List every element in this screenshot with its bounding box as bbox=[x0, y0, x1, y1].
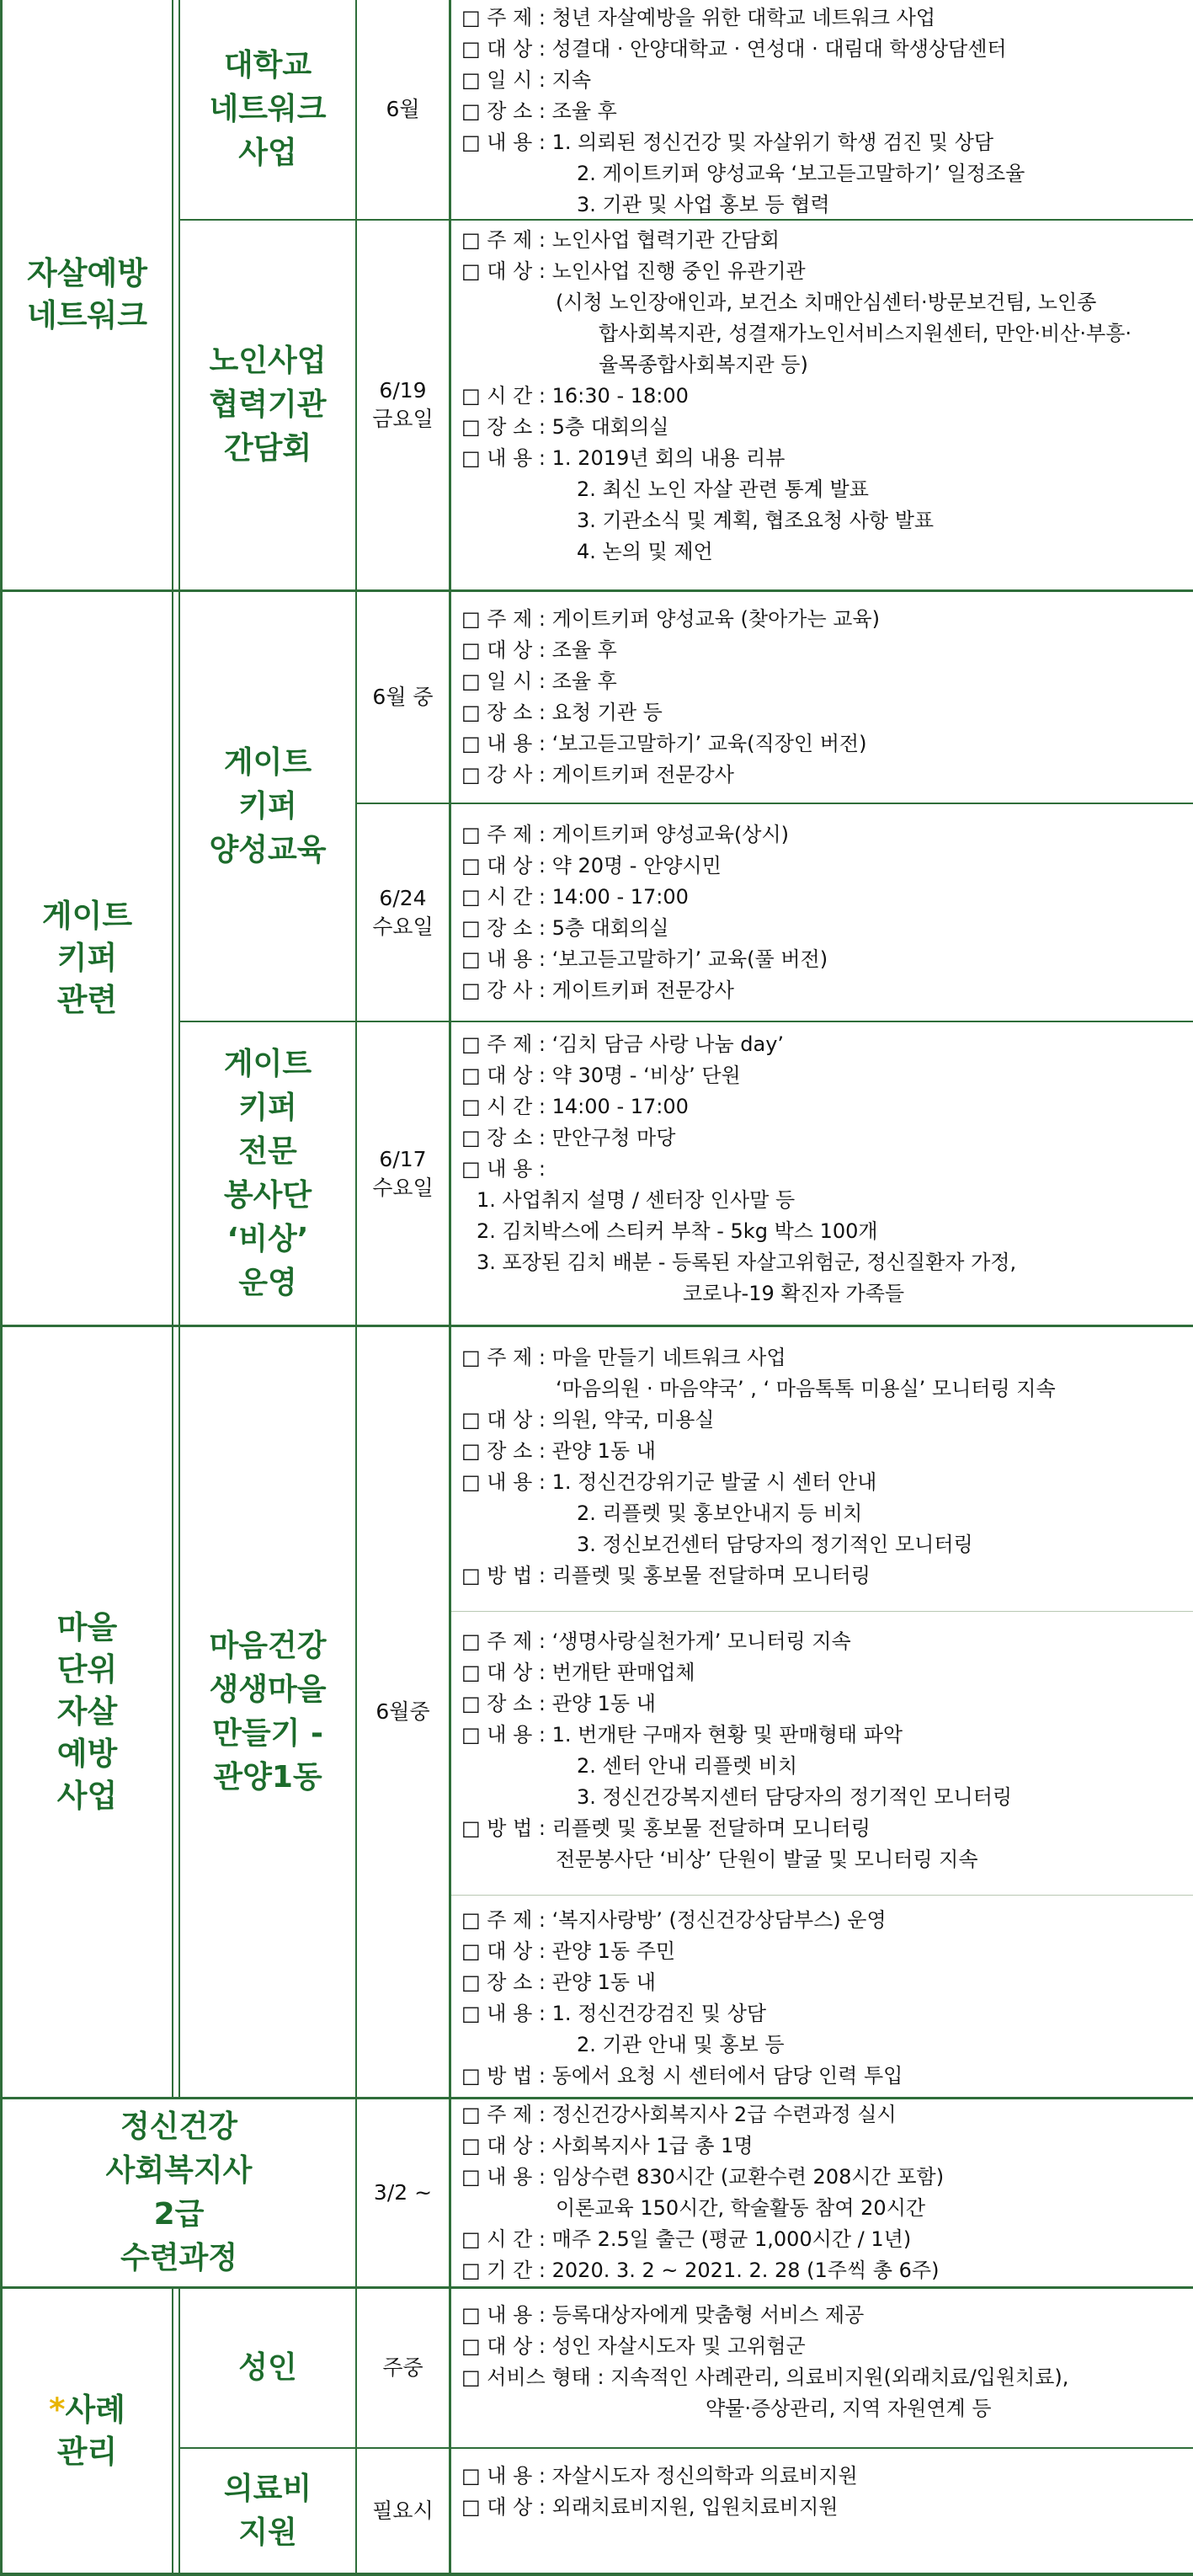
detail-line: □ 시 간 : 16:30 - 18:00 bbox=[461, 384, 689, 408]
program-gatekeeper-training bbox=[180, 592, 355, 1021]
date-label: 6/24 수요일 bbox=[372, 885, 434, 939]
detail-line: 전문봉사단 ‘비상’ 단원이 발굴 및 모니터링 지속 bbox=[556, 1848, 978, 1871]
detail-line: □ 기 간 : 2020. 3. 2 ~ 2021. 2. 28 (1주씩 총 6주) bbox=[461, 2259, 940, 2282]
date-cell bbox=[357, 1022, 449, 1325]
detail-line: □ 주 제 : 노인사업 협력기관 간담회 bbox=[461, 228, 780, 252]
detail-line: □ 내 용 : 1. 정신건강검진 및 상담 bbox=[461, 2002, 767, 2025]
date-cell bbox=[357, 592, 449, 803]
detail-line: □ 장 소 : 만안구청 마당 bbox=[461, 1126, 676, 1149]
date-cell bbox=[357, 2289, 449, 2447]
detail-line: 율목종합사회복지관 등) bbox=[599, 353, 808, 376]
date-label: 6월 중 bbox=[372, 685, 434, 709]
detail-line: □ 방 법 : 동에서 요청 시 센터에서 담당 인력 투입 bbox=[461, 2064, 903, 2088]
detail-line: 3. 포장된 김치 배분 - 등록된 자살고위험군, 정신질환자 가정, bbox=[477, 1251, 1017, 1274]
detail-line: □ 강 사 : 게이트키퍼 전문강사 bbox=[461, 763, 734, 787]
detail-line: 3. 정신보건센터 담당자의 정기적인 모니터링 bbox=[577, 1533, 973, 1556]
detail-line: 이론교육 150시간, 학술활동 참여 20시간 bbox=[556, 2196, 926, 2220]
detail-block-social-worker-training bbox=[461, 2099, 1187, 2286]
detail-line: □ 시 간 : 매주 2.5일 출근 (평균 1,000시간 / 1년) bbox=[461, 2227, 912, 2251]
detail-line: □ 내 용 : 자살시도자 정신의학과 의료비지원 bbox=[461, 2464, 858, 2488]
date-cell bbox=[357, 2449, 449, 2573]
program-title: 성인 bbox=[238, 2350, 297, 2385]
detail-line: □ 내 용 : 1. 번개탄 구매자 현황 및 판매형태 파악 bbox=[461, 1723, 903, 1747]
detail-line: □ 주 제 : ‘생명사랑실천가게’ 모니터링 지속 bbox=[461, 1629, 851, 1653]
detail-block-adult-case bbox=[461, 2300, 1187, 2424]
category-label: 자살예방 네트워크 bbox=[27, 255, 147, 333]
program-adult-case bbox=[180, 2289, 355, 2447]
detail-line: □ 대 상 : 사회복지사 1급 총 1명 bbox=[461, 2134, 754, 2157]
detail-line: □ 일 시 : 지속 bbox=[461, 68, 592, 92]
detail-line: □ 주 제 : 마을 만들기 네트워크 사업 bbox=[461, 1346, 786, 1369]
detail-line: □ 장 소 : 5층 대회의실 bbox=[461, 415, 669, 439]
detail-line: □ 대 상 : 성인 자살시도자 및 고위험군 bbox=[461, 2334, 806, 2358]
detail-line: 2. 김치박스에 스티커 부착 - 5kg 박스 100개 bbox=[477, 1219, 878, 1243]
detail-line: □ 내 용 : 임상수련 830시간 (교환수련 208시간 포함) bbox=[461, 2165, 945, 2189]
detail-line: □ 방 법 : 리플렛 및 홍보물 전달하며 모니터링 bbox=[461, 1564, 871, 1587]
detail-line: □ 대 상 : 노인사업 진행 중인 유관기관 bbox=[461, 259, 806, 283]
date-label: 6월중 bbox=[375, 1699, 430, 1724]
category-case-management bbox=[3, 2289, 172, 2573]
detail-line: □ 주 제 : ‘김치 담금 사랑 나눔 day’ bbox=[461, 1032, 785, 1056]
category-gatekeeper bbox=[3, 592, 172, 1325]
detail-line: 2. 기관 안내 및 홍보 등 bbox=[577, 2033, 785, 2056]
detail-line: □ 장 소 : 관양 1동 내 bbox=[461, 1971, 656, 1994]
detail-line: □ 장 소 : 5층 대회의실 bbox=[461, 916, 669, 940]
date-label: 주중 bbox=[382, 2355, 423, 2380]
detail-line: □ 주 제 : ‘복지사랑방’ (정신건강상담부스) 운영 bbox=[461, 1908, 887, 1932]
detail-line: 3. 기관 및 사업 홍보 등 협력 bbox=[577, 193, 830, 216]
detail-block-gatekeeper-volunteers bbox=[461, 1029, 1187, 1309]
program-title: 대학교 네트워크 사업 bbox=[209, 48, 327, 170]
detail-block-university-network bbox=[461, 3, 1187, 221]
detail-block-life-love-store bbox=[461, 1626, 1187, 1875]
detail-line: □ 대 상 : 약 20명 - 안양시민 bbox=[461, 854, 722, 877]
date-label: 6월 bbox=[386, 97, 420, 121]
program-medical-support bbox=[180, 2449, 355, 2573]
category-label bbox=[49, 2389, 125, 2473]
detail-block-medical-support bbox=[461, 2461, 1187, 2523]
category-suicide-prevention-network bbox=[3, 0, 172, 589]
date-label: 필요시 bbox=[372, 2498, 434, 2523]
detail-line: 3. 기관소식 및 계획, 협조요청 사항 발표 bbox=[577, 509, 935, 532]
detail-line: □ 장 소 : 조율 후 bbox=[461, 99, 617, 123]
detail-line: □ 강 사 : 게이트키퍼 전문강사 bbox=[461, 979, 734, 1002]
program-village-mental-health bbox=[180, 1327, 355, 2097]
detail-block-welfare-room bbox=[461, 1905, 1187, 2092]
detail-line: □ 내 용 : 1. 의뢰된 정신건강 및 자살위기 학생 검진 및 상담 bbox=[461, 131, 994, 154]
detail-line: □ 대 상 : 성결대 · 안양대학교 · 연성대 · 대림대 학생상담센터 bbox=[461, 37, 1007, 61]
detail-line: □ 주 제 : 게이트키퍼 양성교육(상시) bbox=[461, 823, 790, 846]
detail-line: 2. 게이트키퍼 양성교육 ‘보고듣고말하기’ 일정조율 bbox=[577, 162, 1025, 185]
detail-block-village-network bbox=[461, 1342, 1187, 1592]
detail-line: □ 주 제 : 청년 자살예방을 위한 대학교 네트워크 사업 bbox=[461, 6, 936, 29]
program-gatekeeper-volunteers bbox=[180, 1022, 355, 1325]
detail-line: 2. 리플렛 및 홍보안내지 등 비치 bbox=[577, 1501, 863, 1525]
program-title: 노인사업 협력기관 간담회 bbox=[209, 344, 327, 466]
date-label: 6/17 수요일 bbox=[372, 1146, 434, 1200]
detail-block-gatekeeper-visiting bbox=[461, 604, 1187, 791]
detail-line: □ 내 용 : 등록대상자에게 맞춤형 서비스 제공 bbox=[461, 2303, 865, 2327]
detail-line: □ 내 용 : bbox=[461, 1157, 546, 1181]
category-text: 사례 관리 bbox=[56, 2391, 125, 2470]
detail-line: □ 시 간 : 14:00 - 17:00 bbox=[461, 885, 689, 909]
program-senior-partner-meeting bbox=[180, 221, 355, 589]
date-label: 3/2 ~ bbox=[373, 2180, 433, 2205]
program-social-worker-training bbox=[3, 2099, 355, 2286]
category-label: 게이트 키퍼 관련 bbox=[41, 898, 133, 1018]
detail-line: □ 대 상 : 의원, 약국, 미용실 bbox=[461, 1408, 715, 1432]
detail-line: 3. 정신건강복지센터 담당자의 정기적인 모니터링 bbox=[577, 1785, 1013, 1809]
detail-line: □ 장 소 : 요청 기관 등 bbox=[461, 701, 663, 724]
program-university-network bbox=[180, 0, 355, 219]
date-cell bbox=[357, 2099, 449, 2286]
date-label: 6/19 금요일 bbox=[372, 378, 434, 431]
detail-block-gatekeeper-regular bbox=[461, 819, 1187, 1006]
detail-line: □ 대 상 : 조율 후 bbox=[461, 638, 617, 662]
detail-line: □ 내 용 : 1. 정신건강위기군 발굴 시 센터 안내 bbox=[461, 1470, 877, 1494]
detail-line: □ 서비스 형태 : 지속적인 사례관리, 의료비지원(외래치료/입원치료), bbox=[461, 2365, 1069, 2389]
asterisk-mark: * bbox=[49, 2391, 66, 2428]
detail-line: □ 대 상 : 관양 1동 주민 bbox=[461, 1939, 676, 1963]
detail-line: □ 장 소 : 관양 1동 내 bbox=[461, 1439, 656, 1463]
detail-line: □ 시 간 : 14:00 - 17:00 bbox=[461, 1095, 689, 1118]
date-cell bbox=[357, 804, 449, 1021]
detail-line: 2. 센터 안내 리플렛 비치 bbox=[577, 1754, 798, 1778]
detail-line: □ 주 제 : 게이트키퍼 양성교육 (찾아가는 교육) bbox=[461, 607, 881, 631]
program-title: 정신건강 사회복지사 2급 수련과정 bbox=[105, 2109, 253, 2275]
detail-line: □ 내 용 : ‘보고듣고말하기’ 교육(직장인 버전) bbox=[461, 732, 867, 755]
detail-line: 2. 최신 노인 자살 관련 통계 발표 bbox=[577, 477, 869, 501]
detail-line: □ 방 법 : 리플렛 및 홍보물 전달하며 모니터링 bbox=[461, 1816, 871, 1840]
detail-line: (시청 노인장애인과, 보건소 치매안심센터·방문보건팀, 노인종 bbox=[556, 291, 1097, 314]
detail-line: 합사회복지관, 성결재가노인서비스지원센터, 만안·비산·부흥· bbox=[599, 322, 1132, 345]
date-cell bbox=[357, 221, 449, 589]
date-cell bbox=[357, 0, 449, 219]
detail-line: 4. 논의 및 제언 bbox=[577, 540, 713, 563]
program-title: 의료비 지원 bbox=[223, 2471, 312, 2550]
program-title: 게이트 키퍼 양성교육 bbox=[209, 744, 327, 867]
detail-line: 1. 사업취지 설명 / 센터장 인사말 등 bbox=[477, 1188, 796, 1212]
detail-line: 약물·증상관리, 지역 자원연계 등 bbox=[706, 2397, 992, 2420]
detail-line: ‘마음의원 · 마음약국’ , ‘ 마음톡톡 미용실’ 모니터링 지속 bbox=[556, 1377, 1056, 1400]
category-label: 마을 단위 자살 예방 사업 bbox=[56, 1609, 118, 1814]
program-title: 마음건강 생생마을 만들기 - 관양1동 bbox=[209, 1629, 327, 1795]
detail-line: □ 대 상 : 번개탄 판매업체 bbox=[461, 1661, 695, 1684]
detail-line: □ 주 제 : 정신건강사회복지사 2급 수련과정 실시 bbox=[461, 2103, 897, 2126]
date-cell bbox=[357, 1327, 449, 2097]
detail-line: □ 일 시 : 조율 후 bbox=[461, 669, 617, 693]
detail-line: □ 내 용 : ‘보고듣고말하기’ 교육(풀 버전) bbox=[461, 947, 828, 971]
category-village-suicide-prevention bbox=[3, 1327, 172, 2097]
detail-line: □ 대 상 : 약 30명 - ‘비상’ 단원 bbox=[461, 1064, 741, 1087]
program-title: 게이트 키퍼 전문 봉사단 ‘비상’ 운영 bbox=[223, 1046, 312, 1300]
detail-line: 코로나-19 확진자 가족들 bbox=[683, 1282, 905, 1305]
detail-line: □ 내 용 : 1. 2019년 회의 내용 리뷰 bbox=[461, 446, 786, 470]
detail-block-senior-partner-meeting bbox=[461, 225, 1187, 568]
detail-line: □ 장 소 : 관양 1동 내 bbox=[461, 1692, 656, 1715]
detail-line: □ 대 상 : 외래치료비지원, 입원치료비지원 bbox=[461, 2495, 839, 2519]
